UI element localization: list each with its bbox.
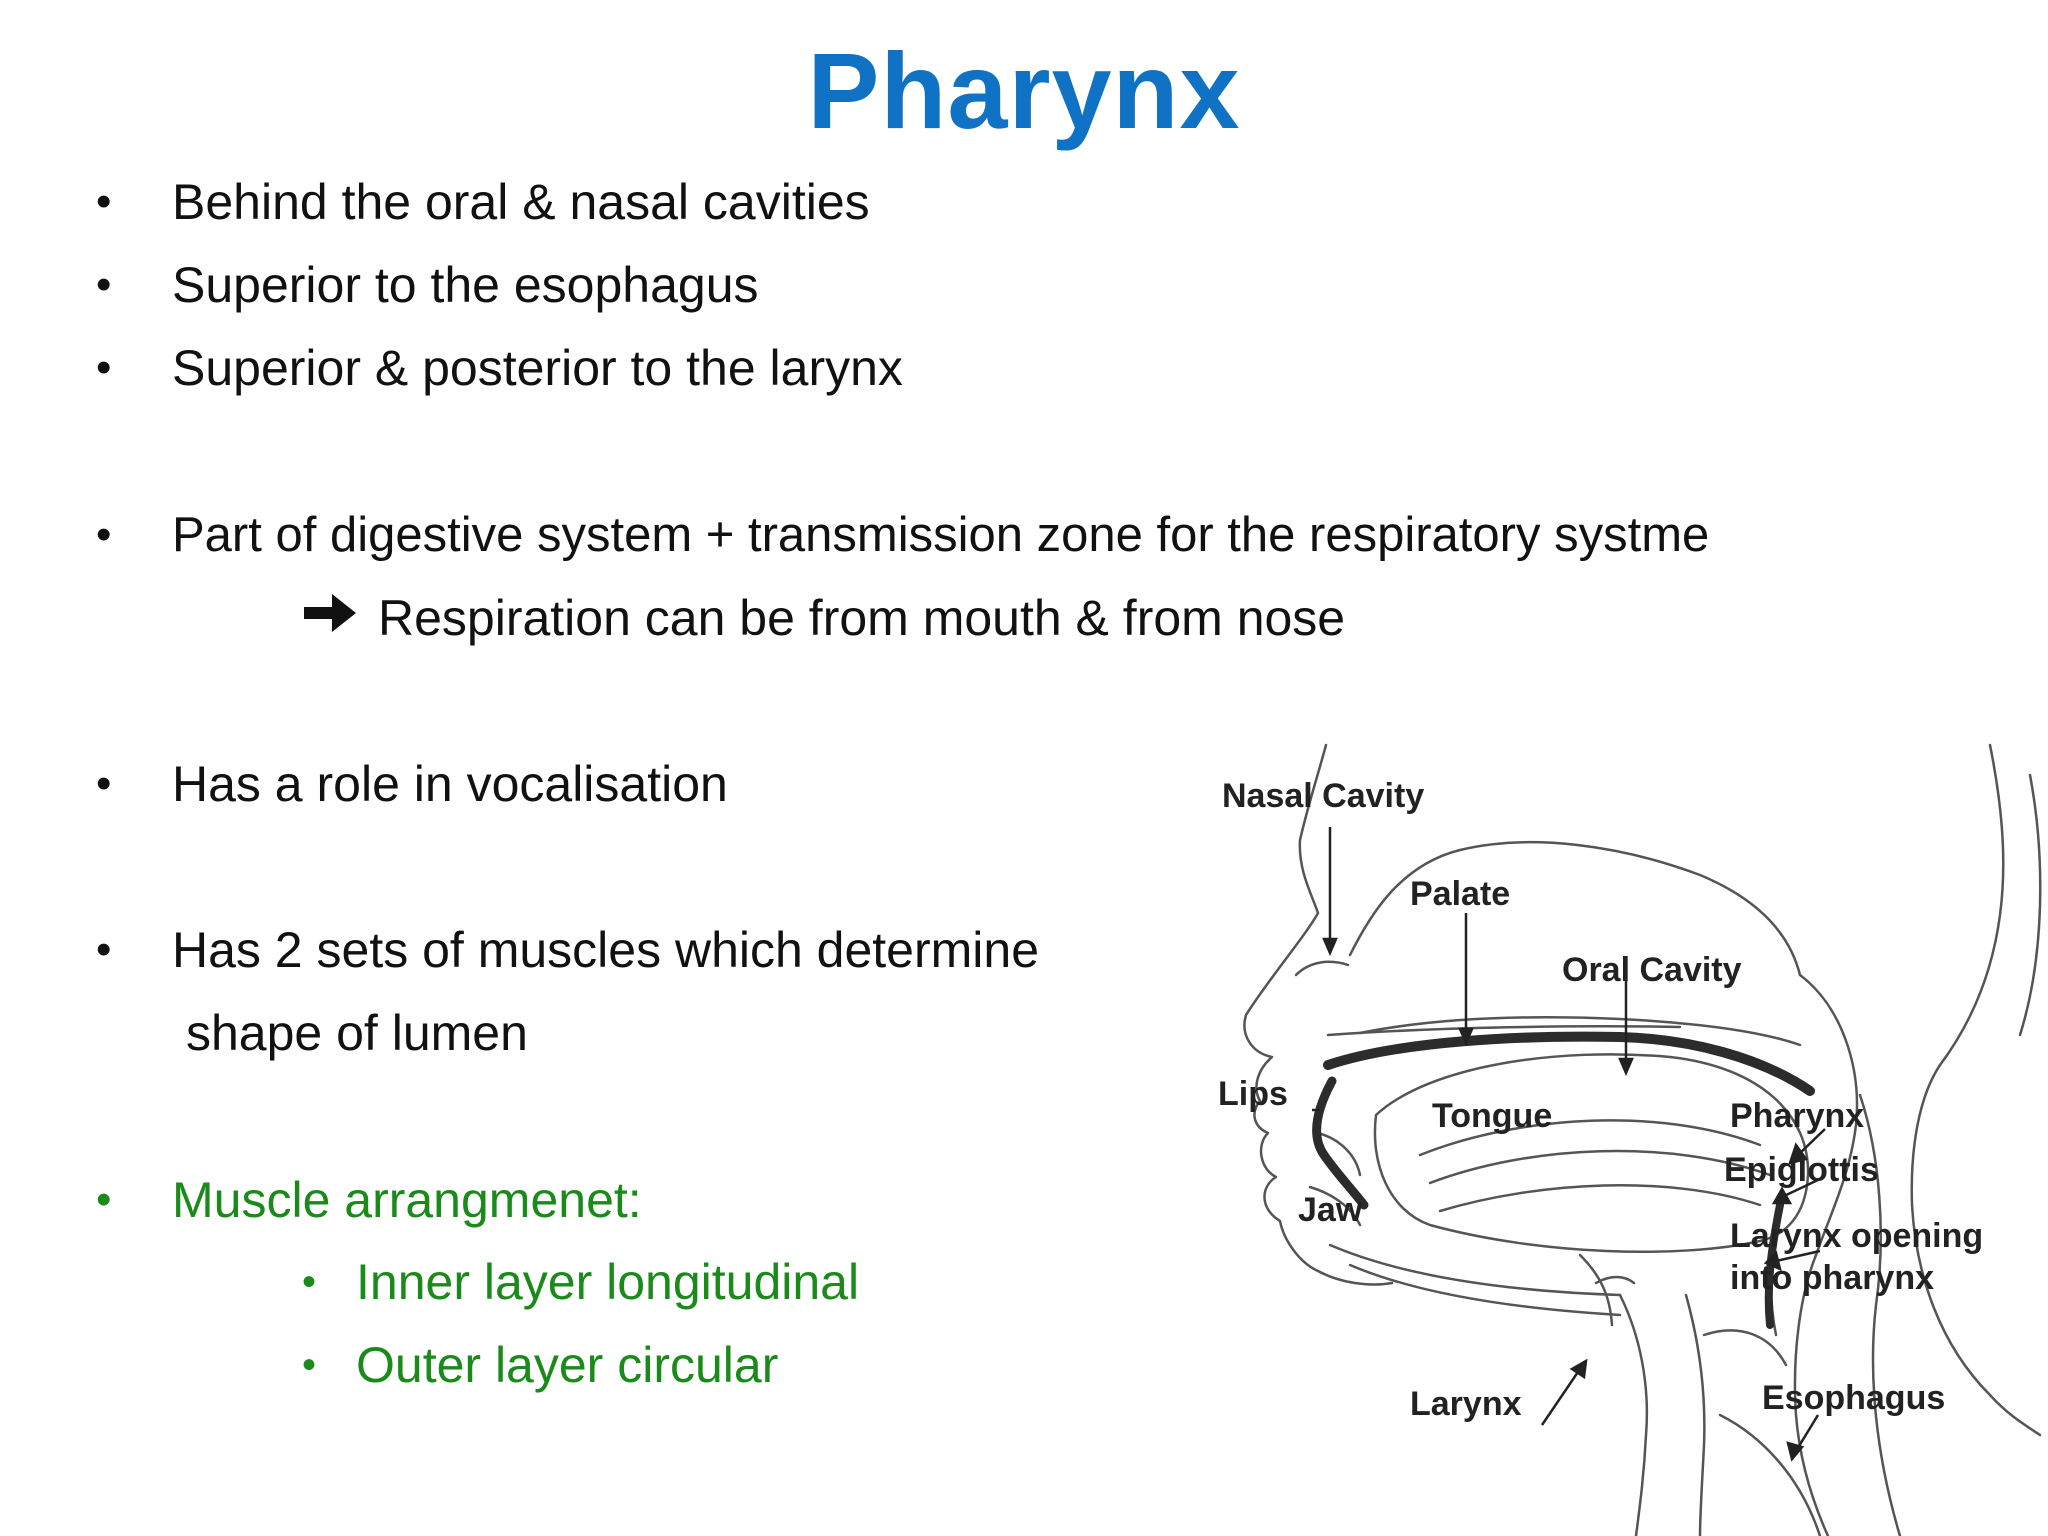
bullet-dot: • bbox=[96, 177, 112, 226]
bullet-dot: • bbox=[96, 260, 112, 309]
bullet-dot: • bbox=[96, 1175, 112, 1224]
bullet-text: Part of digestive system + transmission zone for the respiratory systme bbox=[172, 508, 1710, 562]
bullet-dot: • bbox=[96, 925, 112, 974]
label-lips: Lips bbox=[1218, 1075, 1288, 1113]
sub-bullet-dot: • bbox=[302, 1260, 317, 1304]
label-tongue: Tongue bbox=[1432, 1097, 1553, 1135]
label-larynx-opening-cont: into pharynx bbox=[1730, 1259, 1935, 1297]
bullet-text: Has a role in vocalisation bbox=[172, 756, 728, 812]
label-palate: Palate bbox=[1410, 875, 1511, 913]
bullet-text: Superior & posterior to the larynx bbox=[172, 340, 903, 396]
bullet-dot: • bbox=[96, 759, 112, 808]
label-larynx-opening: Larynx opening bbox=[1730, 1217, 1984, 1255]
right-arrow-icon bbox=[302, 590, 358, 636]
bullet-text: Behind the oral & nasal cavities bbox=[172, 174, 870, 230]
slide-title: Pharynx bbox=[807, 30, 1241, 151]
bullet-text: Has 2 sets of muscles which determine bbox=[172, 922, 1040, 978]
label-larynx: Larynx bbox=[1410, 1385, 1522, 1423]
bullet-text-highlight: Muscle arrangmenet: bbox=[172, 1172, 642, 1228]
label-pharynx: Pharynx bbox=[1730, 1097, 1865, 1135]
bullet-dot: • bbox=[96, 343, 112, 392]
sub-bullet-dot: • bbox=[302, 1343, 317, 1387]
sub-bullet-text: Outer layer circular bbox=[356, 1337, 779, 1393]
bullet-continuation: shape of lumen bbox=[186, 1005, 528, 1061]
sub-bullet-text: Inner layer longitudinal bbox=[356, 1254, 860, 1310]
label-nasal-cavity: Nasal Cavity bbox=[1222, 777, 1425, 815]
bullet-text: Superior to the esophagus bbox=[172, 257, 759, 313]
label-jaw: Jaw bbox=[1298, 1191, 1363, 1229]
sub-point-text: Respiration can be from mouth & from nose bbox=[378, 590, 1346, 646]
label-epiglottis: Epiglottis bbox=[1724, 1151, 1879, 1189]
label-esophagus: Esophagus bbox=[1762, 1379, 1946, 1417]
label-oral-cavity: Oral Cavity bbox=[1562, 951, 1742, 989]
bullet-dot: • bbox=[96, 510, 112, 559]
pharynx-anatomy-diagram bbox=[1200, 735, 2048, 1536]
